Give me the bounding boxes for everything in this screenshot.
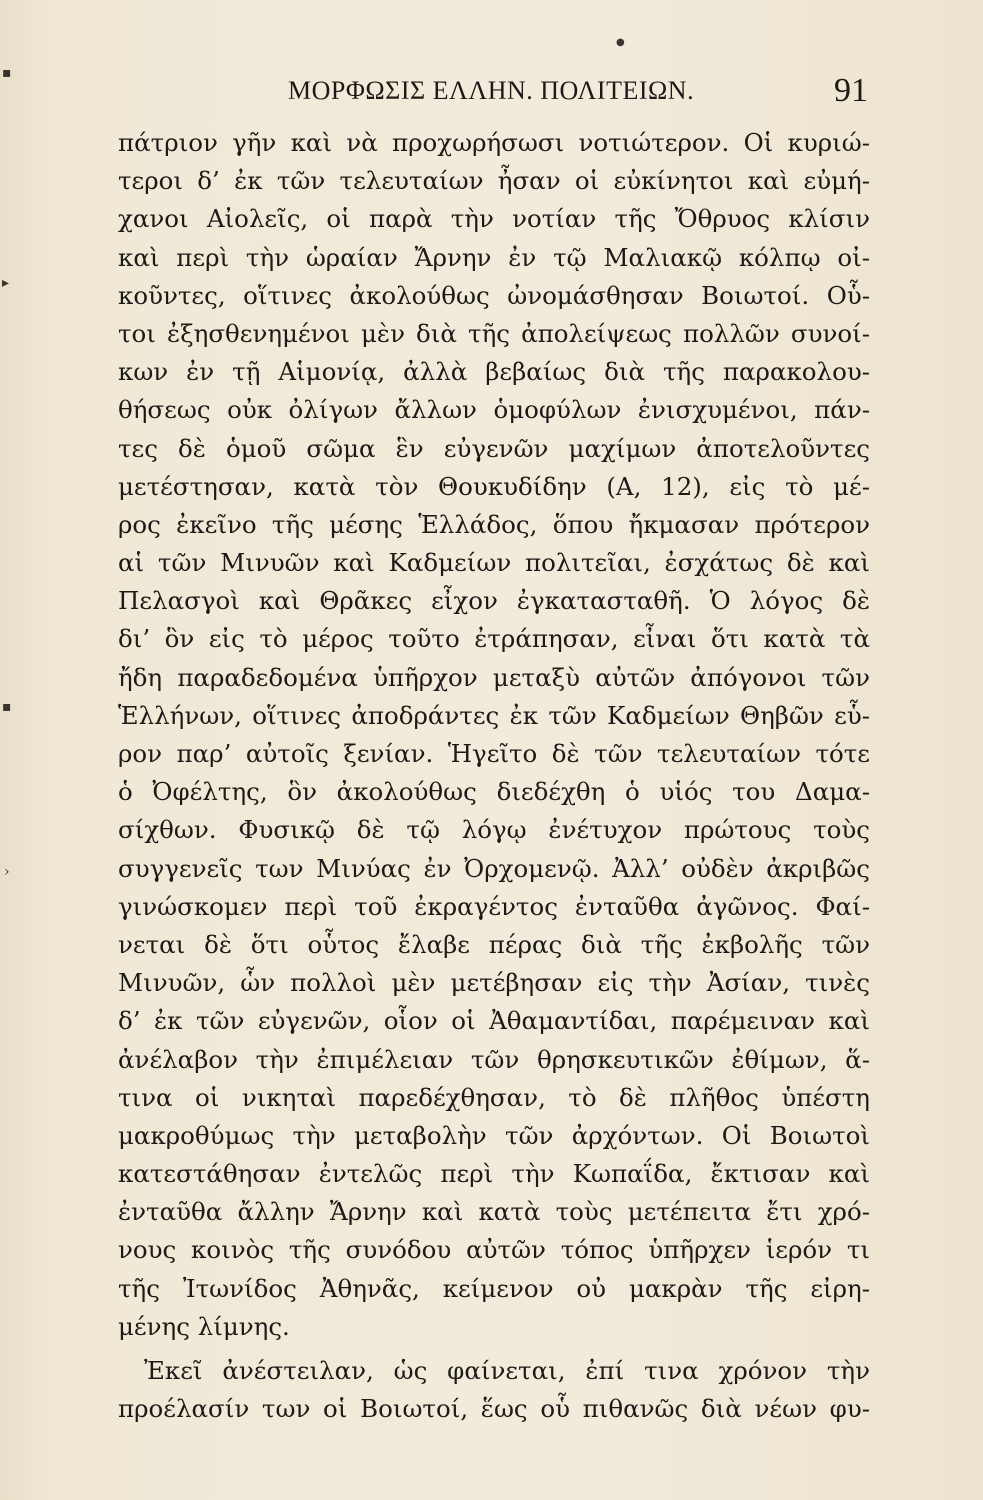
- text-line: Ἑλλήνων, οἵτινες ἀποδράντες ἐκ τῶν Καδμείων Θηβῶν εὗ-: [118, 700, 870, 730]
- margin-speck: ▪: [2, 65, 12, 81]
- text-line: θήσεως οὐκ ὀλίγων ἄλλων ὁμοφύλων ἐνισχυμένοι, πάν-: [118, 395, 870, 425]
- text-line: ἤδη παραδεδομένα ὑπῆρχον μεταξὺ αὐτῶν ἀπόγονοι τῶν: [118, 662, 870, 692]
- text-line: μετέστησαν, κατὰ τὸν Θουκυδίδην (Α, 12), εἰς τὸ μέ-: [118, 471, 870, 501]
- text-line: τεροι δ’ ἐκ τῶν τελευταίων ἦσαν οἱ εὐκίνητοι καὶ εὐμή-: [118, 166, 870, 196]
- text-line: καὶ περὶ τὴν ὡραίαν Ἄρνην ἐν τῷ Μαλιακῷ κόλπῳ οἰ-: [118, 242, 870, 272]
- text-line: νεται δὲ ὅτι οὗτος ἔλαβε πέρας διὰ τῆς ἐκβολῆς τῶν: [118, 929, 870, 959]
- text-line: κατεστάθησαν ἐντελῶς περὶ τὴν Κωπαΐδα, ἔκτισαν καὶ: [118, 1159, 870, 1189]
- text-line: αἱ τῶν Μινυῶν καὶ Καδμείων πολιτεῖαι, ἐσχάτως δὲ καὶ: [118, 548, 870, 578]
- text-line: κων ἐν τῇ Αἱμονίᾳ, ἀλλὰ βεβαίως διὰ τῆς παρακολου-: [118, 357, 870, 387]
- text-line: δι’ ὃν εἰς τὸ μέρος τοῦτο ἐτράπησαν, εἶναι ὅτι κατὰ τὰ: [118, 624, 870, 654]
- text-line: τινα οἱ νικηταὶ παρεδέχθησαν, τὸ δὲ πλῆθος ὑπέστη: [118, 1082, 870, 1112]
- text-line: ἐνταῦθα ἄλλην Ἄρνην καὶ κατὰ τοὺς μετέπειτα ἔτι χρό-: [118, 1197, 870, 1227]
- text-line: σίχθων. Φυσικῷ δὲ τῷ λόγῳ ἐνέτυχον πρώτους τοὺς: [118, 815, 870, 845]
- text-line: προέλασίν των οἱ Βοιωτοί, ἕως οὗ πιθανῶς διὰ νέων φυ-: [118, 1394, 870, 1424]
- text-line: ὁ Ὀφέλτης, ὃν ἀκολούθως διεδέχθη ὁ υἱός του Δαμα-: [118, 777, 870, 807]
- page-header: [288, 72, 868, 112]
- text-line: ρος ἐκεῖνο τῆς μέσης Ἑλλάδος, ὅπου ἤκμασαν πρότερον: [118, 509, 870, 539]
- margin-speck: ▸: [2, 275, 10, 291]
- text-line: μακροθύμως τὴν μεταβολὴν τῶν ἀρχόντων. Οἱ Βοιωτοὶ: [118, 1120, 870, 1150]
- margin-speck: ›: [4, 864, 10, 880]
- text-line: Μινυῶν, ὧν πολλοὶ μὲν μετέβησαν εἰς τὴν Ἀσίαν, τινὲς: [118, 968, 870, 998]
- text-line: γινώσκομεν περὶ τοῦ ἐκραγέντος ἐνταῦθα ἀγῶνος. Φαί-: [118, 891, 870, 921]
- text-line: χανοι Αἰολεῖς, οἱ παρὰ τὴν νοτίαν τῆς Ὄθρυος κλίσιν: [118, 204, 870, 234]
- text-line: πάτριον γῆν καὶ νὰ προχωρήσωσι νοτιώτερον. Οἱ κυριώ-: [118, 128, 870, 157]
- running-title: ΜΟΡΦΩΣΙΣ ΕΛΛΗΝ. ΠΟΛΙΤΕΙΩΝ.: [288, 76, 695, 105]
- text-line: δ’ ἐκ τῶν εὐγενῶν, οἷον οἱ Ἀθαμαντίδαι, παρέμειναν καὶ: [118, 1006, 870, 1036]
- text-line: τοι ἐξησθενημένοι μὲν διὰ τῆς ἀπολείψεως πολλῶν συνοί-: [118, 318, 870, 348]
- text-line: μένης λίμνης.: [118, 1311, 290, 1341]
- text-line: νους κοινὸς τῆς συνόδου αὐτῶν τόπος ὑπῆρχεν ἱερόν τι: [118, 1235, 870, 1265]
- page-number: 91: [834, 72, 868, 109]
- text-line: ἀνέλαβον τὴν ἐπιμέλειαν τῶν θρησκευτικῶν ἐθίμων, ἅ-: [118, 1044, 870, 1074]
- text-line: τες δὲ ὁμοῦ σῶμα ἓν εὐγενῶν μαχίμων ἀποτελοῦντες: [118, 433, 870, 463]
- text-line: Ἐκεῖ ἀνέστειλαν, ὡς φαίνεται, ἐπί τινα χρόνον τὴν: [144, 1356, 870, 1385]
- text-line: Πελασγοὶ καὶ Θρᾶκες εἶχον ἐγκατασταθῆ. Ὁ λόγος δὲ: [118, 586, 870, 616]
- text-line: συγγενεῖς των Μινύας ἐν Ὀρχομενῷ. Ἀλλ’ οὐδὲν ἀκριβῶς: [118, 853, 870, 883]
- text-line: ρον παρ’ αὐτοῖς ξενίαν. Ἡγεῖτο δὲ τῶν τελευταίων τότε: [118, 739, 870, 768]
- margin-speck: ▪: [2, 699, 12, 715]
- body-text: [118, 124, 870, 1428]
- text-line: κοῦντες, οἵτινες ἀκολούθως ὠνομάσθησαν Βοιωτοί. Οὗ-: [118, 280, 870, 310]
- ink-dot: ●: [616, 37, 625, 48]
- text-line: τῆς Ἰτωνίδος Ἀθηνᾶς, κείμενον οὐ μακρὰν τῆς εἰρη-: [118, 1273, 870, 1303]
